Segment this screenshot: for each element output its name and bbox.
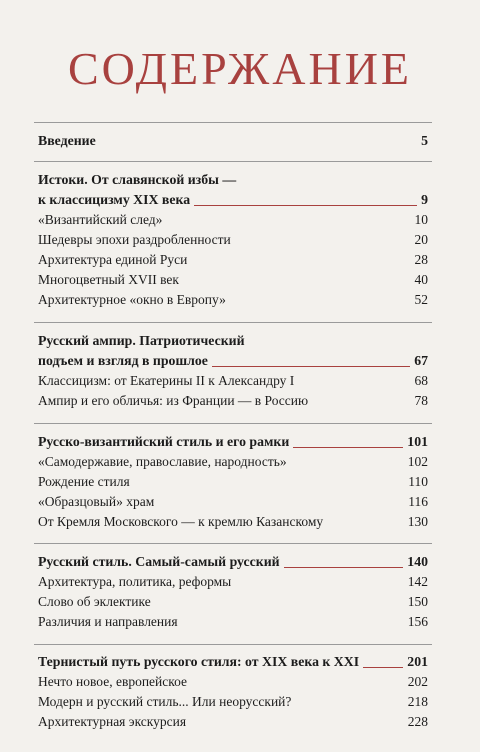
toc-item-label: «Самодержавие, православие, народность» [38, 454, 287, 469]
toc-page-number: 28 [414, 252, 428, 267]
toc-item-label: Многоцветный XVII век [38, 272, 179, 287]
toc-heading[interactable] [38, 552, 428, 572]
toc-page-number: 130 [407, 514, 428, 529]
toc-page-number: 10 [414, 212, 428, 227]
toc-heading-line[interactable] [38, 331, 428, 351]
toc-page-number: 140 [403, 552, 428, 572]
toc-item-label: Различия и направления [38, 614, 178, 629]
toc-item[interactable] [38, 371, 428, 391]
toc-item[interactable] [38, 672, 428, 692]
toc-page-number: 202 [407, 674, 428, 689]
toc-page-number: 116 [408, 494, 428, 509]
toc-item[interactable] [38, 210, 428, 230]
toc-item-label: Архитектура, политика, реформы [38, 574, 232, 589]
toc-page-number: 150 [407, 594, 428, 609]
toc-heading-label: Русско-византийский стиль и его рамки [38, 432, 293, 452]
toc-page-number: 101 [403, 432, 428, 452]
toc-item-label: Архитектура единой Руси [38, 252, 188, 267]
toc-page-number: 110 [408, 474, 428, 489]
toc-heading-label: подъем и взгляд в прошлое [38, 351, 212, 371]
section-separator [34, 161, 432, 162]
toc-item[interactable] [38, 692, 428, 712]
toc-heading-label: к классицизму XIX века [38, 190, 194, 210]
toc-item-label: Архитектурная экскурсия [38, 714, 187, 729]
toc-item-label: «Византийский след» [38, 212, 163, 227]
toc-item-label: Нечто новое, европейское [38, 674, 188, 689]
toc-item-label: Архитектурное «окно в Европу» [38, 292, 226, 307]
toc-page-number: 68 [414, 373, 428, 388]
toc-page-number: 40 [414, 272, 428, 287]
toc-item[interactable] [38, 290, 428, 310]
toc-heading[interactable] [38, 190, 428, 210]
toc-item-label: Рождение стиля [38, 474, 130, 489]
toc-item[interactable] [38, 572, 428, 592]
toc-heading[interactable] [38, 432, 428, 452]
toc-item-label: Классицизм: от Екатерины II к Александру I [38, 373, 295, 388]
toc-page-number: 52 [414, 292, 428, 307]
toc-item[interactable] [38, 472, 428, 492]
toc-heading-label: Русский ампир. Патриотический [38, 333, 245, 348]
toc-item-label: Ампир и его обличья: из Франции — в Россию [38, 393, 309, 408]
toc-heading-label: Русский стиль. Самый-самый русский [38, 552, 284, 572]
page-title: СОДЕРЖАНИЕ [67, 43, 413, 94]
toc-page-number: 156 [407, 614, 428, 629]
section-separator [34, 543, 432, 544]
section-separator [34, 423, 432, 424]
toc-heading-label: Введение [38, 133, 96, 148]
toc-page-number: 102 [407, 454, 428, 469]
toc-item-label: От Кремля Московского — к кремлю Казанскому [38, 514, 324, 529]
section-separator [34, 322, 432, 323]
toc-page-number: 142 [407, 574, 428, 589]
toc-heading[interactable] [38, 652, 428, 672]
toc-item[interactable] [38, 592, 428, 612]
toc-heading[interactable] [38, 351, 428, 371]
toc-page-number: 78 [414, 393, 428, 408]
toc-heading-label: Тернистый путь русского стиля: от XIX века к XXI [38, 652, 363, 672]
toc-item-label: Модерн и русский стиль... Или неорусский? [38, 694, 292, 709]
toc-item[interactable] [38, 512, 428, 532]
toc-item[interactable] [38, 270, 428, 290]
toc-heading-line[interactable] [38, 170, 428, 190]
toc-heading[interactable] [38, 131, 428, 151]
toc-item[interactable] [38, 492, 428, 512]
toc-item[interactable] [38, 452, 428, 472]
toc-page-number: 201 [403, 652, 428, 672]
toc-item[interactable] [38, 712, 428, 732]
toc-item[interactable] [38, 612, 428, 632]
toc-item-label: Слово об эклектике [38, 594, 151, 609]
toc-page-number: 67 [410, 351, 428, 371]
toc-heading-label: Истоки. От славянской избы — [38, 172, 237, 187]
toc-page-number: 9 [417, 190, 428, 210]
toc-item[interactable] [38, 230, 428, 250]
toc-item[interactable] [38, 250, 428, 270]
section-separator [34, 644, 432, 645]
section-separator [34, 122, 432, 123]
toc-page-number: 20 [414, 232, 428, 247]
toc-item[interactable] [38, 391, 428, 411]
toc-page-number: 218 [407, 694, 428, 709]
toc-page-number: 228 [407, 714, 428, 729]
toc-item-label: Шедевры эпохи раздробленности [38, 232, 231, 247]
toc-page-number: 5 [421, 133, 428, 148]
toc-item-label: «Образцовый» храм [38, 494, 155, 509]
